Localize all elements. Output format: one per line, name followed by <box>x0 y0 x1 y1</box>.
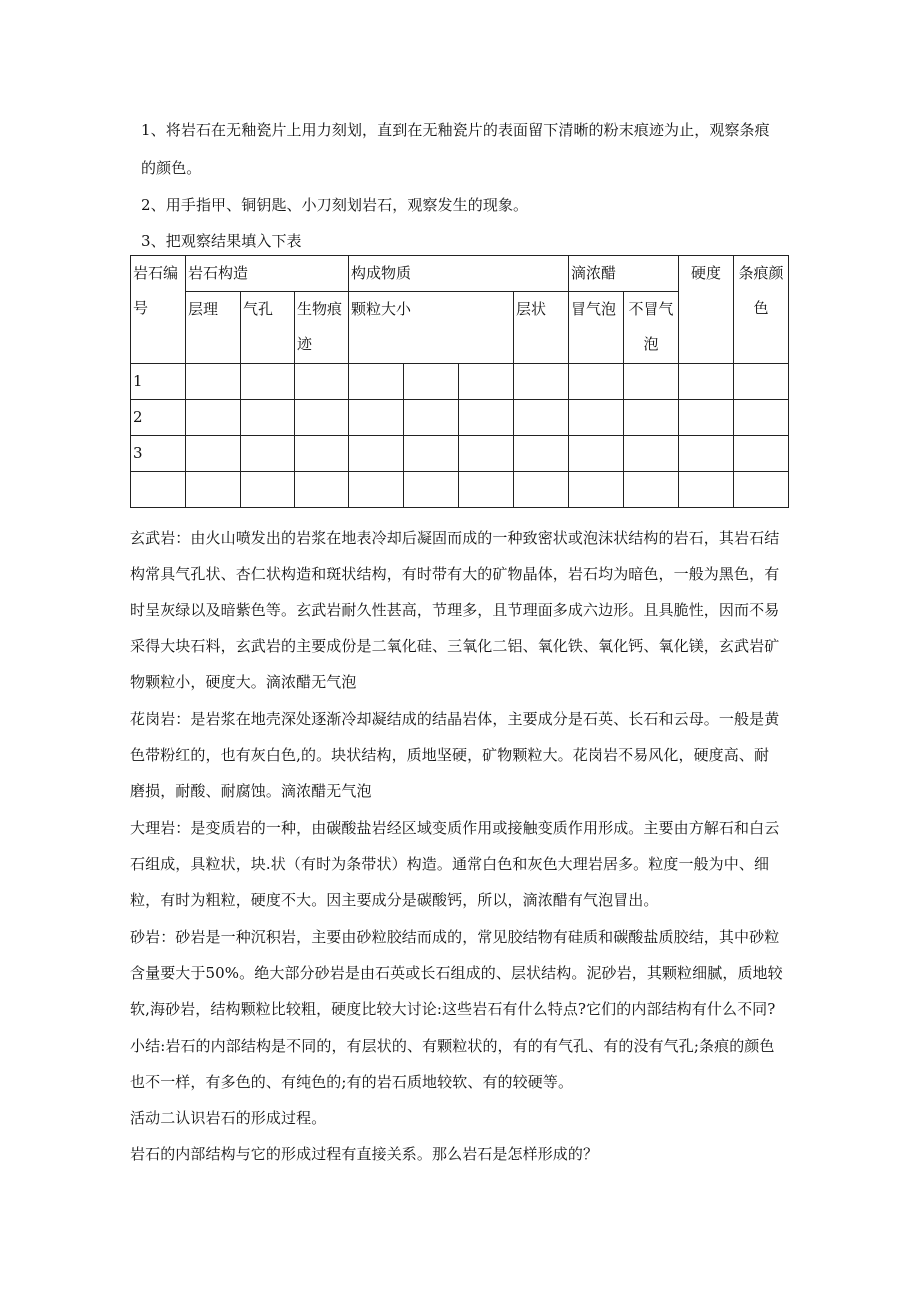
table-cell[interactable] <box>514 436 569 472</box>
row-number: 3 <box>131 436 186 472</box>
table-cell[interactable] <box>295 472 349 508</box>
table-cell[interactable] <box>295 364 349 400</box>
table-cell[interactable] <box>624 436 679 472</box>
summary-line-1: 小结:岩石的内部结构是不同的，有层状的、有颗粒状的，有的有气孔、有的没有气孔;条痕的颜色 <box>130 1037 775 1055</box>
table-cell[interactable] <box>624 364 679 400</box>
subheader-layering: 层理 <box>186 292 241 364</box>
table-cell[interactable] <box>679 364 734 400</box>
table-cell[interactable] <box>459 400 514 436</box>
granite-line-2: 色带粉红的，也有灰白色,的。块状结构，质地坚硬，矿物颗粒大。花岗岩不易风化，硬度高、耐 <box>130 746 770 764</box>
subheader-bio-traces: 生物痕迹 <box>295 292 349 364</box>
subheader-pores: 气孔 <box>241 292 295 364</box>
table-cell[interactable] <box>295 400 349 436</box>
basalt-line-2: 构常具气孔状、杏仁状构造和斑状结构，有时带有大的矿物晶体，岩石均为暗色，一般为黑色，有 <box>130 565 780 583</box>
table-cell[interactable] <box>241 472 295 508</box>
table-cell[interactable] <box>459 364 514 400</box>
table-cell[interactable] <box>241 364 295 400</box>
table-cell[interactable] <box>734 364 789 400</box>
header-rock-id: 岩石编号 <box>131 256 186 364</box>
activity-heading: 活动二认识岩石的形成过程。 <box>130 1109 327 1127</box>
step-1-line-1: 1、将岩石在无釉瓷片上用力刻划，直到在无釉瓷片的表面留下清晰的粉末痕迹为止，观察条痕 <box>141 121 770 139</box>
table-cell[interactable] <box>679 436 734 472</box>
table-cell[interactable] <box>569 400 624 436</box>
table-cell[interactable] <box>459 436 514 472</box>
observation-table <box>130 255 789 508</box>
table-cell[interactable] <box>241 436 295 472</box>
table-cell[interactable] <box>734 436 789 472</box>
table-cell[interactable] <box>186 364 241 400</box>
table-row <box>131 436 789 472</box>
table-cell[interactable] <box>734 472 789 508</box>
table-cell[interactable] <box>186 400 241 436</box>
header-composition: 构成物质 <box>349 256 569 292</box>
table-cell[interactable] <box>186 436 241 472</box>
granite-line-3: 磨损，耐酸、耐腐蚀。滴浓醋无气泡 <box>130 782 372 800</box>
marble-line-2: 石组成，具粒状，块.状（有时为条带状）构造。通常白色和灰色大理岩居多。粒度一般为中、细 <box>130 855 770 873</box>
table-cell[interactable] <box>349 364 404 400</box>
table-cell[interactable] <box>569 364 624 400</box>
row-number <box>131 472 186 508</box>
table-cell[interactable] <box>624 472 679 508</box>
sandstone-line-1: 砂岩：砂岩是一种沉积岩，主要由砂粒胶结而成的，常见胶结物有硅质和碳酸盐质胶结，其中砂粒 <box>130 928 780 946</box>
subheader-grain-size: 颗粒大小 <box>349 292 514 364</box>
granite-line-1: 花岗岩：是岩浆在地壳深处逐渐冷却凝结成的结晶岩体，主要成分是石英、长石和云母。一般是黄 <box>130 710 780 728</box>
table-cell[interactable] <box>459 472 514 508</box>
table-cell[interactable] <box>349 400 404 436</box>
table-cell[interactable] <box>679 400 734 436</box>
basalt-line-3: 时呈灰绿以及暗紫色等。玄武岩耐久性甚高，节理多，且节理面多成六边形。且具脆性，因而不易 <box>130 601 780 619</box>
table-cell[interactable] <box>295 436 349 472</box>
table-row <box>131 400 789 436</box>
table-cell[interactable] <box>514 364 569 400</box>
table-cell[interactable] <box>514 400 569 436</box>
table-cell[interactable] <box>734 400 789 436</box>
summary-line-2: 也不一样，有多色的、有纯色的;有的岩石质地较软、有的较硬等。 <box>130 1073 574 1091</box>
row-number: 2 <box>131 400 186 436</box>
step-3: 3、把观察结果填入下表 <box>141 232 302 250</box>
table-cell[interactable] <box>404 400 459 436</box>
table-cell[interactable] <box>569 472 624 508</box>
step-1-line-2: 的颜色。 <box>141 159 202 177</box>
basalt-line-1: 玄武岩：由火山喷发出的岩浆在地表冷却后凝固而成的一种致密状或泡沫状结构的岩石，其岩石结 <box>130 529 780 547</box>
table-cell[interactable] <box>514 472 569 508</box>
table-cell[interactable] <box>349 436 404 472</box>
table-row <box>131 364 789 400</box>
table-cell[interactable] <box>624 400 679 436</box>
question-line: 岩石的内部结构与它的形成过程有直接关系。那么岩石是怎样形成的？ <box>130 1145 599 1163</box>
basalt-line-5: 物颗粒小，硬度大。滴浓醋无气泡 <box>130 673 357 691</box>
subheader-layered: 层状 <box>514 292 569 364</box>
header-vinegar: 滴浓醋 <box>569 256 679 292</box>
subheader-no-bubbles: 不冒气泡 <box>624 292 679 364</box>
step-2: 2、用手指甲、铜钥匙、小刀刻划岩石，观察发生的现象。 <box>141 196 529 214</box>
header-streak-color: 条痕颜色 <box>734 256 789 364</box>
subheader-bubbles: 冒气泡 <box>569 292 624 364</box>
table-cell[interactable] <box>679 472 734 508</box>
sandstone-line-2: 含量要大于50%。绝大部分砂岩是由石英或长石组成的、层状结构。泥砂岩，其颗粒细腻，质地较 <box>130 964 783 982</box>
table-cell[interactable] <box>404 472 459 508</box>
marble-line-1: 大理岩：是变质岩的一种，由碳酸盐岩经区域变质作用或接触变质作用形成。主要由方解石和白云 <box>130 819 780 837</box>
table-cell[interactable] <box>404 436 459 472</box>
marble-line-3: 粒，有时为粗粒，硬度不大。因主要成分是碳酸钙，所以，滴浓醋有气泡冒出。 <box>130 891 659 909</box>
table-cell[interactable] <box>186 472 241 508</box>
table-cell[interactable] <box>404 364 459 400</box>
basalt-line-4: 采得大块石料，玄武岩的主要成份是二氧化硅、三氧化二铝、氧化铁、氧化钙、氧化镁，玄武岩矿 <box>130 637 780 655</box>
sandstone-line-3: 软,海砂岩，结构颗粒比较粗，硬度比较大讨论:这些岩石有什么特点?它们的内部结构有什么不同? <box>130 1000 776 1018</box>
table-cell[interactable] <box>569 436 624 472</box>
header-structure: 岩石构造 <box>186 256 349 292</box>
table-cell[interactable] <box>241 400 295 436</box>
row-number: 1 <box>131 364 186 400</box>
table-row <box>131 472 789 508</box>
header-hardness: 硬度 <box>679 256 734 364</box>
table-cell[interactable] <box>349 472 404 508</box>
